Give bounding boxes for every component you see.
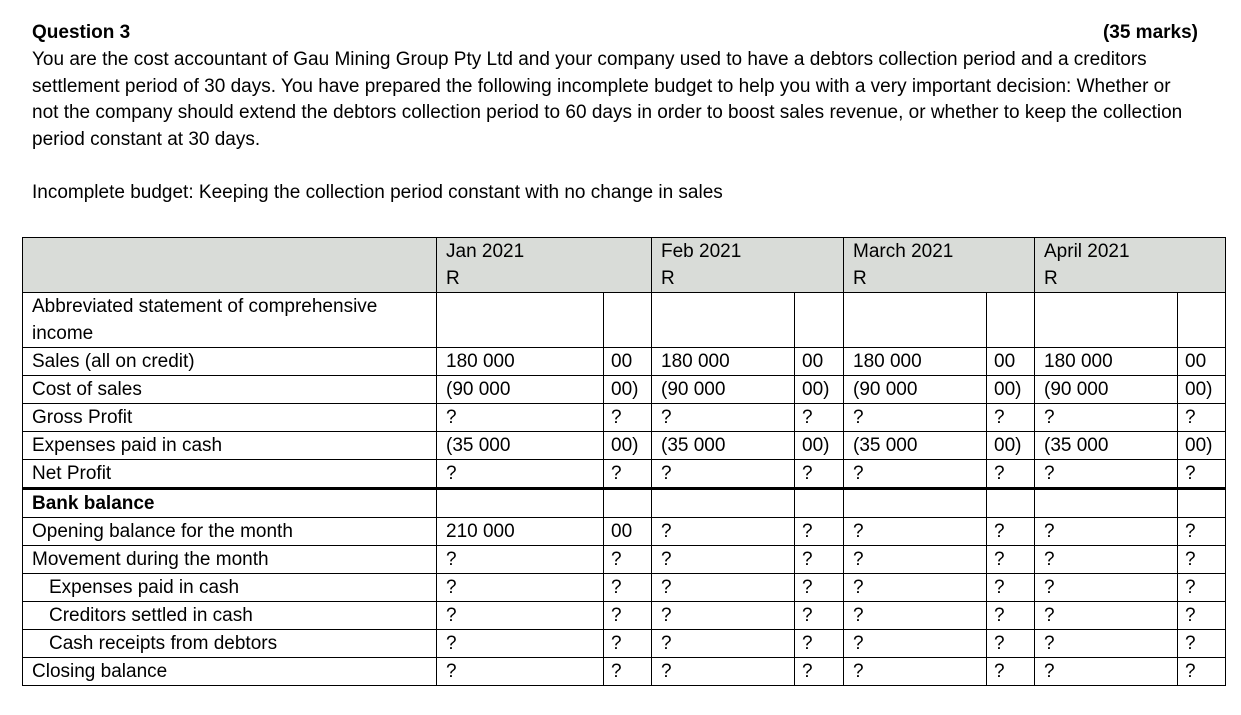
cents-cell: ?	[604, 658, 652, 686]
row-label: Expenses paid in cash	[23, 574, 437, 602]
currency-label: R	[853, 268, 867, 289]
cents-cell: 00)	[1178, 432, 1226, 460]
cents-cell	[604, 489, 652, 518]
cents-cell	[795, 293, 844, 348]
amount-cell: ?	[1035, 658, 1178, 686]
cents-cell: ?	[1178, 658, 1226, 686]
amount-cell: ?	[652, 658, 795, 686]
period-header	[652, 238, 844, 293]
cents-cell: ?	[1178, 518, 1226, 546]
amount-cell: ?	[844, 404, 987, 432]
cents-cell: ?	[795, 630, 844, 658]
currency-label: R	[446, 268, 460, 289]
amount-cell: 210 000	[437, 518, 604, 546]
cents-cell: ?	[604, 460, 652, 489]
amount-cell: ?	[844, 630, 987, 658]
period-header	[1035, 238, 1226, 293]
cents-cell: ?	[795, 658, 844, 686]
amount-cell: ?	[844, 546, 987, 574]
amount-cell: ?	[437, 658, 604, 686]
period-header	[844, 238, 1035, 293]
cents-cell: ?	[987, 630, 1035, 658]
row-label: Sales (all on credit)	[23, 348, 437, 376]
budget-subtitle: Incomplete budget: Keeping the collection period constant with no change in sales	[32, 182, 723, 203]
period-name: April 2021	[1044, 241, 1130, 262]
amount-cell: (35 000	[652, 432, 795, 460]
amount-cell: (90 000	[844, 376, 987, 404]
amount-cell	[437, 489, 604, 518]
amount-cell	[437, 293, 604, 348]
cents-cell: ?	[795, 546, 844, 574]
amount-cell: (90 000	[1035, 376, 1178, 404]
row-label: Closing balance	[23, 658, 437, 686]
amount-cell: ?	[652, 460, 795, 489]
cents-cell: ?	[604, 602, 652, 630]
amount-cell	[652, 293, 795, 348]
table-row	[23, 348, 1226, 376]
cents-cell: 00)	[987, 376, 1035, 404]
amount-cell	[1035, 489, 1178, 518]
row-label: Expenses paid in cash	[23, 432, 437, 460]
table-row	[23, 432, 1226, 460]
cents-cell: 00)	[1178, 376, 1226, 404]
table-row	[23, 602, 1226, 630]
currency-label: R	[661, 268, 675, 289]
amount-cell: (35 000	[437, 432, 604, 460]
budget-table-body	[23, 293, 1226, 686]
amount-cell: ?	[437, 546, 604, 574]
amount-cell: ?	[652, 602, 795, 630]
amount-cell: ?	[437, 602, 604, 630]
amount-cell: 180 000	[844, 348, 987, 376]
cents-cell: ?	[795, 518, 844, 546]
cents-cell: 00	[1178, 348, 1226, 376]
cents-cell: ?	[604, 546, 652, 574]
cents-cell: 00)	[604, 376, 652, 404]
table-row	[23, 404, 1226, 432]
row-label: Opening balance for the month	[23, 518, 437, 546]
period-name: Feb 2021	[661, 241, 742, 262]
row-label: Cost of sales	[23, 376, 437, 404]
amount-cell: ?	[1035, 546, 1178, 574]
cents-cell: ?	[987, 658, 1035, 686]
amount-cell: ?	[1035, 518, 1178, 546]
row-label: Cash receipts from debtors	[23, 630, 437, 658]
cents-cell: ?	[795, 602, 844, 630]
cents-cell	[987, 293, 1035, 348]
cents-cell: ?	[1178, 460, 1226, 489]
cents-cell: 00	[604, 348, 652, 376]
amount-cell	[844, 489, 987, 518]
cents-cell: ?	[795, 404, 844, 432]
table-row	[23, 489, 1226, 518]
amount-cell	[652, 489, 795, 518]
cents-cell: ?	[1178, 404, 1226, 432]
cents-cell	[604, 293, 652, 348]
amount-cell: ?	[844, 658, 987, 686]
row-label: Abbreviated statement of comprehensive income	[23, 293, 437, 348]
amount-cell: ?	[652, 404, 795, 432]
amount-cell: ?	[1035, 602, 1178, 630]
table-row	[23, 376, 1226, 404]
cents-cell: ?	[604, 630, 652, 658]
cents-cell: ?	[604, 574, 652, 602]
row-label: Movement during the month	[23, 546, 437, 574]
amount-cell: (90 000	[437, 376, 604, 404]
amount-cell	[844, 293, 987, 348]
cents-cell: 00)	[604, 432, 652, 460]
amount-cell: ?	[437, 460, 604, 489]
cents-cell: ?	[1178, 630, 1226, 658]
cents-cell: 00)	[795, 376, 844, 404]
row-label: Gross Profit	[23, 404, 437, 432]
cents-cell: ?	[987, 574, 1035, 602]
table-header-row	[23, 238, 1226, 293]
amount-cell: ?	[844, 460, 987, 489]
amount-cell: ?	[1035, 630, 1178, 658]
cents-cell: ?	[987, 518, 1035, 546]
row-label: Creditors settled in cash	[23, 602, 437, 630]
amount-cell: (90 000	[652, 376, 795, 404]
cents-cell: ?	[795, 460, 844, 489]
budget-table	[22, 237, 1226, 686]
amount-cell: ?	[1035, 404, 1178, 432]
cents-cell	[987, 489, 1035, 518]
cents-cell: ?	[795, 574, 844, 602]
amount-cell: ?	[844, 602, 987, 630]
cents-cell: 00	[604, 518, 652, 546]
amount-cell: (35 000	[844, 432, 987, 460]
cents-cell: ?	[1178, 574, 1226, 602]
cents-cell: ?	[987, 460, 1035, 489]
table-row	[23, 293, 1226, 348]
period-name: Jan 2021	[446, 241, 525, 262]
amount-cell	[1035, 293, 1178, 348]
table-row	[23, 518, 1226, 546]
amount-cell: ?	[652, 630, 795, 658]
amount-cell: 180 000	[437, 348, 604, 376]
amount-cell: ?	[652, 574, 795, 602]
cents-cell	[1178, 489, 1226, 518]
cents-cell	[1178, 293, 1226, 348]
amount-cell: ?	[652, 518, 795, 546]
cents-cell	[795, 489, 844, 518]
cents-cell: 00)	[987, 432, 1035, 460]
row-label: Bank balance	[23, 489, 437, 518]
cents-cell: ?	[1178, 602, 1226, 630]
cents-cell: ?	[987, 404, 1035, 432]
amount-cell: 180 000	[652, 348, 795, 376]
amount-cell: ?	[437, 404, 604, 432]
cents-cell: 00	[795, 348, 844, 376]
period-header	[437, 238, 652, 293]
table-row	[23, 460, 1226, 489]
amount-cell: ?	[437, 574, 604, 602]
currency-label: R	[1044, 268, 1058, 289]
period-name: March 2021	[853, 241, 954, 262]
amount-cell: ?	[652, 546, 795, 574]
amount-cell: ?	[1035, 460, 1178, 489]
amount-cell: ?	[844, 574, 987, 602]
amount-cell: ?	[1035, 574, 1178, 602]
amount-cell: 180 000	[1035, 348, 1178, 376]
table-row	[23, 658, 1226, 686]
question-intro: You are the cost accountant of Gau Mining Group Pty Ltd and your company used to have a debtors collection period and a creditors settlement period of 30 days. You have prepared the following incomplete budget to help you with a very important decision: Whether or not the company should extend the debtors collection period to 60 days in order to boost sales revenue, or whether to keep the collection period constant at 30 days.	[32, 49, 1183, 150]
header-blank-cell	[23, 238, 437, 293]
cents-cell: ?	[604, 404, 652, 432]
cents-cell: ?	[987, 546, 1035, 574]
table-row	[23, 546, 1226, 574]
question-marks: (35 marks)	[1102, 22, 1198, 43]
amount-cell: (35 000	[1035, 432, 1178, 460]
question-title: Question 3	[32, 22, 131, 43]
amount-cell: ?	[437, 630, 604, 658]
amount-cell: ?	[844, 518, 987, 546]
table-row	[23, 630, 1226, 658]
cents-cell: ?	[1178, 546, 1226, 574]
table-row	[23, 574, 1226, 602]
cents-cell: ?	[987, 602, 1035, 630]
cents-cell: 00	[987, 348, 1035, 376]
row-label: Net Profit	[23, 460, 437, 489]
cents-cell: 00)	[795, 432, 844, 460]
